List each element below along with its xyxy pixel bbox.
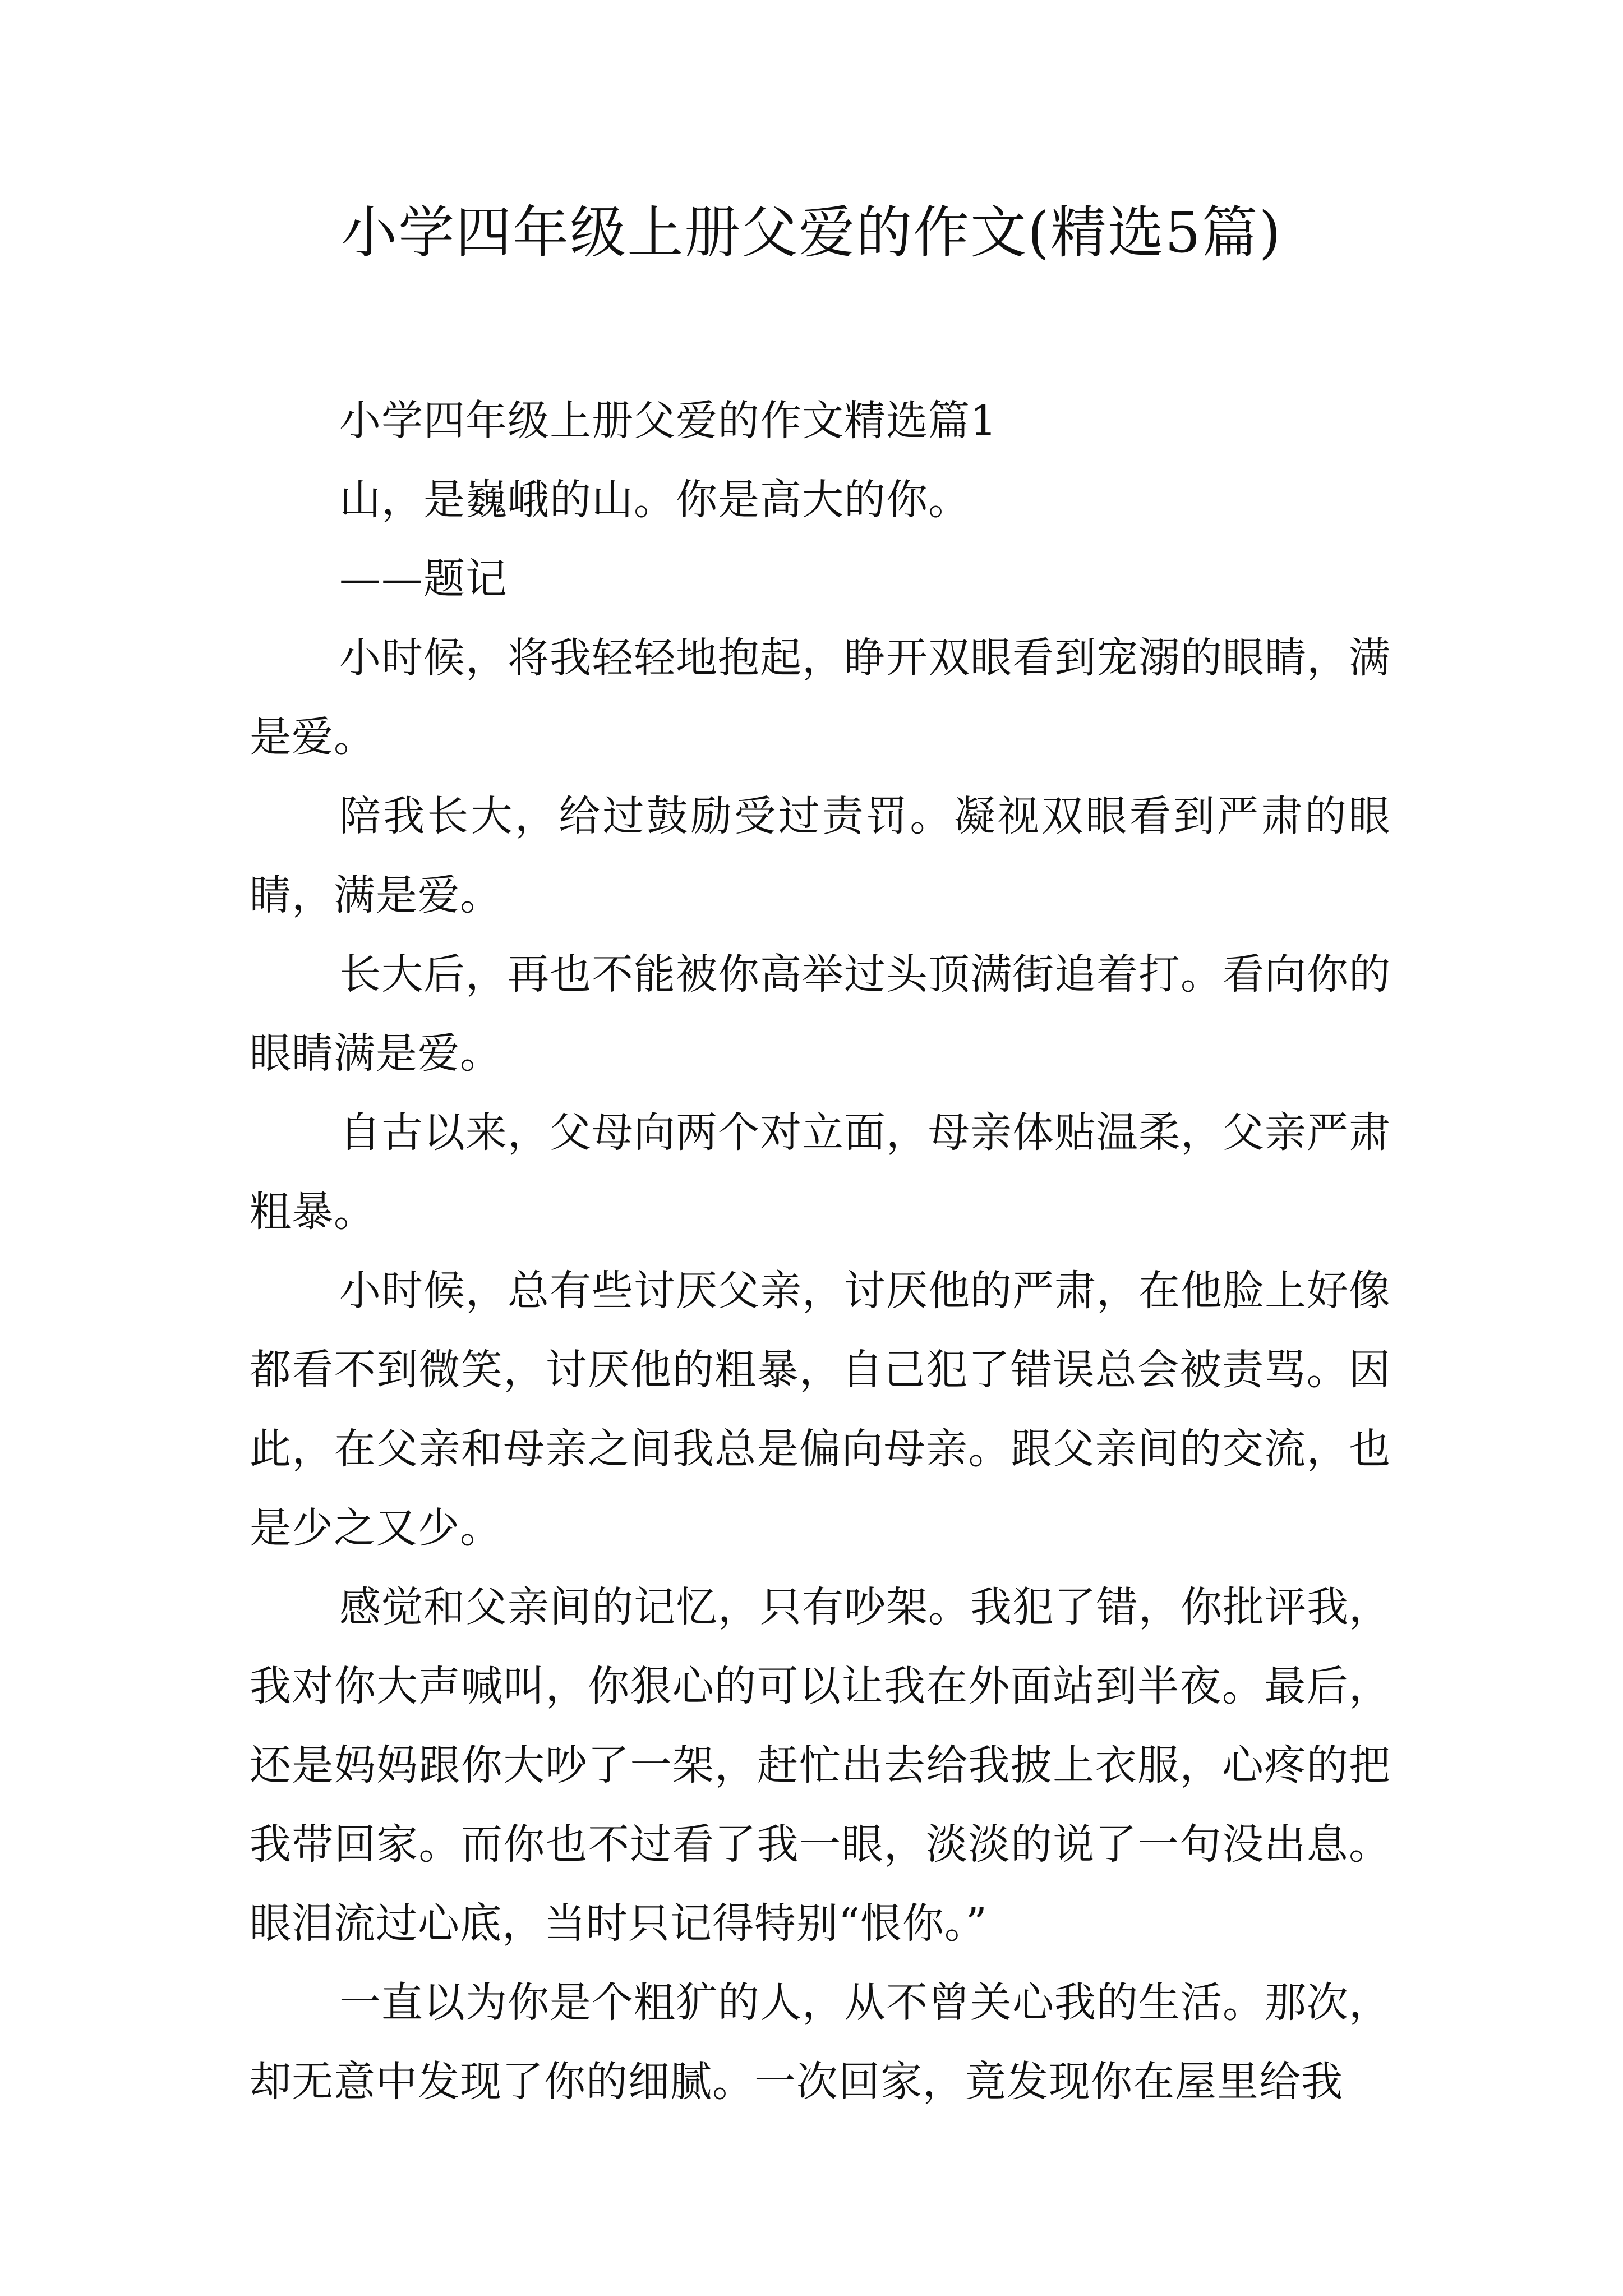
- document-title: 小学四年级上册父爱的作文(精选5篇): [341, 200, 1282, 265]
- paragraph: 长大后，再也不能被你高举过头顶满街追着打。看向你的眼睛满是爱。: [250, 950, 1391, 1078]
- paragraph: 小时候，将我轻轻地抱起，睁开双眼看到宠溺的眼睛，满是爱。: [250, 634, 1391, 761]
- document-body: [250, 381, 1391, 2122]
- paragraph-epigraph-attribution: ——题记: [339, 555, 508, 603]
- paragraph: 小时候，总有些讨厌父亲，讨厌他的严肃，在他脸上好像都看不到微笑，讨厌他的粗暴，自己犯了错误总会被责骂。因此，在父亲和母亲之间我总是偏向母亲。跟父亲间的交流，也是少之又少。: [250, 1267, 1391, 1552]
- paragraph: 感觉和父亲间的记忆，只有吵架。我犯了错，你批评我，我对你大声喊叫，你狠心的可以让我在外面站到半夜。最后，还是妈妈跟你大吵了一架，赶忙出去给我披上衣服，心疼的把我带回家。而你也不过看了我一眼，淡淡的说了一句没出息。眼泪流过心底，当时只记得特别“恨你。”: [250, 1583, 1391, 1948]
- paragraph: 自古以来，父母向两个对立面，母亲体贴温柔，父亲严肃粗暴。: [250, 1108, 1391, 1236]
- paragraph-epigraph: 山，是巍峨的山。你是高大的你。: [339, 476, 970, 524]
- paragraph: 一直以为你是个粗犷的人，从不曾关心我的生活。那次，却无意中发现了你的细腻。一次回家，竟发现你在屋里给我: [250, 1978, 1391, 2106]
- paragraph-section-heading: 小学四年级上册父爱的作文精选篇1: [339, 397, 998, 445]
- paragraph: 陪我长大，给过鼓励受过责罚。凝视双眼看到严肃的眼睛，满是爱。: [250, 792, 1391, 919]
